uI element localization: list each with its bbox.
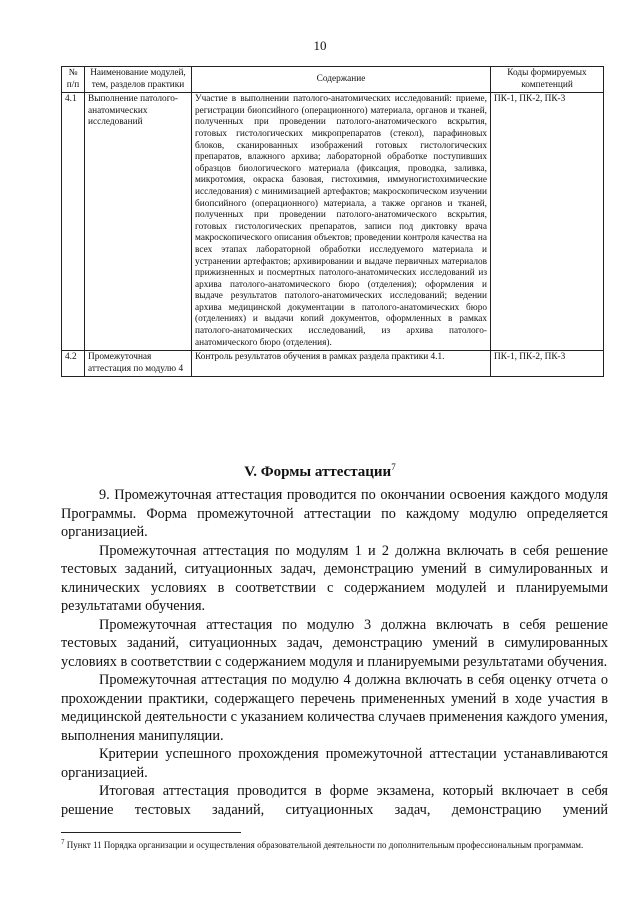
section-title: V. Формы аттестации (244, 464, 392, 480)
header-num: № п/п (62, 67, 85, 93)
body-text (61, 486, 608, 819)
row-content: Контроль результатов обучения в рамках раздела практики 4.1. (192, 351, 491, 377)
section-heading (0, 462, 640, 481)
table-header-row (62, 67, 604, 93)
paragraph: 9. Промежуточная аттестация проводится по окончании освоения каждого модуля Программы. Форма промежуточной аттестации по каждому модулю определяется организацией. (61, 487, 608, 540)
footnote (61, 837, 608, 852)
table-row (62, 93, 604, 351)
paragraph: Промежуточная аттестация по модулям 1 и 2 должна включать в себя решение тестовых заданий, ситуационных задач, демонстрацию умений в симулированных и клинических условиях в соответствии с содержанием модулей и планируемыми результатами обучения. (61, 542, 608, 614)
footnote-divider (61, 832, 241, 833)
paragraph: Итоговая аттестация проводится в форме экзамена, который включает в себя решение тестовых заданий, ситуационных задач, демонстрацию умений (61, 783, 608, 818)
row-codes: ПК-1, ПК-2, ПК-3 (491, 93, 604, 351)
row-name: Промежуточная аттестация по модулю 4 (85, 351, 192, 377)
header-codes: Коды формируемых компетенций (491, 67, 604, 93)
row-num: 4.1 (62, 93, 85, 351)
footnote-ref: 7 (391, 462, 396, 472)
paragraph: Критерии успешного прохождения промежуточной аттестации устанавливаются организацией. (61, 746, 608, 781)
row-name: Выполнение патолого-анатомических исследований (85, 93, 192, 351)
row-codes: ПК-1, ПК-2, ПК-3 (491, 351, 604, 377)
row-content: Участие в выполнении патолого-анатомических исследований: приеме, регистрации биопсийного (операционного) материала, органов и тканей, полученных при проведении патолого-анатомического вскрытия, готовых гистологических микропрепаратов (стекол), парафиновых блоков, сканированных изображений готовых гистологических препаратов, влажного архива; лабораторной обработке поступивших образцов биологического материала (фиксация, проводка, заливка, микротомия, окраска базовая, гистохимия, иммуногистохимические исследования) с минимизацией артефактов; макроскопическом изучении биопсийного (операционного) материала, а также органов и тканей, полученных при проведении патолого-анатомического вскрытия, готовых гистологических препаратов, записи под диктовку врача макроскопического описания объектов; проведении контроля качества на всех этапах лабораторной обработки исследуемого материала и устранении артефактов; архивировании и выдаче первичных материалов прижизненных и посмертных патолого-анатомических исследований из архива патолого-анатомического бюро (отделения); оформления и выдаче результатов патолого-анатомических исследований; ведении архива медицинской документации в патолого-анатомических бюро (отделениях) и выдачи копий документов, оформленных в рамках патолого-анатомических исследований, из архива патолого-анатомического бюро (отделения). (192, 93, 491, 351)
program-content-table (61, 66, 604, 377)
footnote-text: Пункт 11 Порядка организации и осуществления образовательной деятельности по дополнительным профессиональным программам. (66, 840, 584, 850)
row-num: 4.2 (62, 351, 85, 377)
page-number: 10 (313, 38, 327, 53)
paragraph: Промежуточная аттестация по модулю 3 должна включать в себя решение тестовых заданий, ситуационных задач, демонстрацию умений в симулированных условиях в соответствии с содержанием модуля и планируемыми результатами обучения. (61, 616, 608, 670)
header-content: Содержание (192, 67, 491, 93)
table-row (62, 351, 604, 377)
header-name: Наименование модулей, тем, разделов практики (85, 67, 192, 93)
footnote-mark: 7 (61, 838, 65, 846)
paragraph: Промежуточная аттестация по модулю 4 должна включать в себя оценку отчета о прохождении практики, содержащего перечень примененных умений в ходе участия в медицинской деятельности с указанием количества случаев применения каждого умения, выполнения манипуляции. (61, 672, 608, 744)
